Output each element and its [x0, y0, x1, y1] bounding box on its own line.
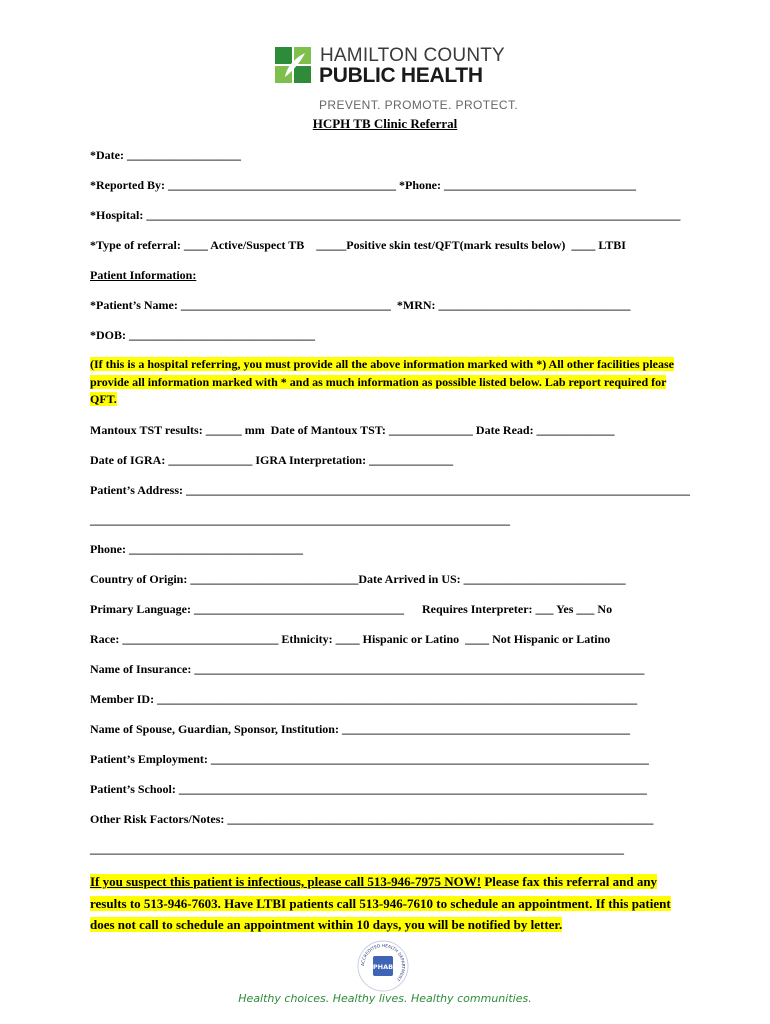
- org-tagline: PREVENT. PROMOTE. PROTECT.: [319, 98, 519, 112]
- country-arrival-field[interactable]: Country of Origin: ____________________________Date Arrived in US: ___________________________: [90, 572, 626, 586]
- org-name-line1: HAMILTON COUNTY: [320, 45, 505, 66]
- member-id-field[interactable]: Member ID: ________________________________________________________________________________: [90, 692, 638, 706]
- school-field[interactable]: Patient’s School: ______________________________________________________________________________: [90, 782, 647, 796]
- referral-type-field[interactable]: *Type of referral: ____ Active/Suspect TB _____Positive skin test/QFT(mark results below) ____ LTBI: [90, 238, 626, 252]
- igra-field[interactable]: Date of IGRA: ______________ IGRA Interpretation: ______________: [90, 453, 454, 467]
- hospital-field[interactable]: *Hospital: _________________________________________________________________________________________: [90, 208, 681, 222]
- patient-info-heading: Patient Information:: [90, 268, 197, 282]
- accreditation-seal-icon: [357, 940, 409, 992]
- hcph-logo-icon: [275, 47, 311, 83]
- form-title: HCPH TB Clinic Referral: [312, 116, 458, 131]
- date-field[interactable]: *Date: ___________________: [90, 148, 241, 162]
- patient-name-mrn-field[interactable]: *Patient’s Name: ___________________________________ *MRN: ________________________________: [90, 298, 631, 312]
- footer-slogan: Healthy choices. Healthy lives. Healthy communities.: [238, 992, 532, 1005]
- risk-factors-field-line2[interactable]: _________________________________________________________________________________________: [90, 842, 624, 856]
- spouse-guardian-field[interactable]: Name of Spouse, Guardian, Sponsor, Institution: ________________________________________________: [90, 722, 630, 736]
- reported-by-phone-field[interactable]: *Reported By: ______________________________________ *Phone: ________________________________: [90, 178, 636, 192]
- race-ethnicity-field[interactable]: Race: __________________________ Ethnicity: ____ Hispanic or Latino ____ Not Hispanic or Latino: [90, 632, 611, 646]
- address-field-line2[interactable]: ______________________________________________________________________: [90, 513, 510, 527]
- employment-field[interactable]: Patient’s Employment: _________________________________________________________________________: [90, 752, 649, 766]
- risk-factors-field[interactable]: Other Risk Factors/Notes: _______________________________________________________________________: [90, 812, 654, 826]
- dob-field[interactable]: *DOB: _______________________________: [90, 328, 315, 342]
- address-field[interactable]: Patient’s Address: ____________________________________________________________________________________: [90, 483, 690, 497]
- language-interpreter-field[interactable]: Primary Language: ___________________________________ Requires Interpreter: ___ Yes ___ No: [90, 602, 613, 616]
- svg-text:ACCREDITED HEALTH DEPARTMENT: ACCREDITED HEALTH DEPARTMENT: [359, 942, 407, 983]
- mantoux-field[interactable]: Mantoux TST results: ______ mm Date of Mantoux TST: ______________ Date Read: _____________: [90, 423, 615, 437]
- svg-text:PHAB: PHAB: [372, 963, 394, 971]
- hospital-instructions-note: (If this is a hospital referring, you must provide all the above information marked with *) All other facilities please provide all information marked with * and as much information as possible listed below. Lab report required for QFT.: [90, 357, 674, 406]
- insurance-field[interactable]: Name of Insurance: ___________________________________________________________________________: [90, 662, 645, 676]
- infectious-instructions-note: If you suspect this patient is infectious, please call 513-946-7975 NOW! Please fax this referral and any results to 513-946-7603. Have LTBI patients call 513-946-7610 to schedule an appointment. If this patient does not call to schedule an appointment within 10 days, you will be notified by letter.: [90, 874, 671, 932]
- phone-field[interactable]: Phone: _____________________________: [90, 542, 303, 556]
- org-name-line2: PUBLIC HEALTH: [319, 64, 483, 87]
